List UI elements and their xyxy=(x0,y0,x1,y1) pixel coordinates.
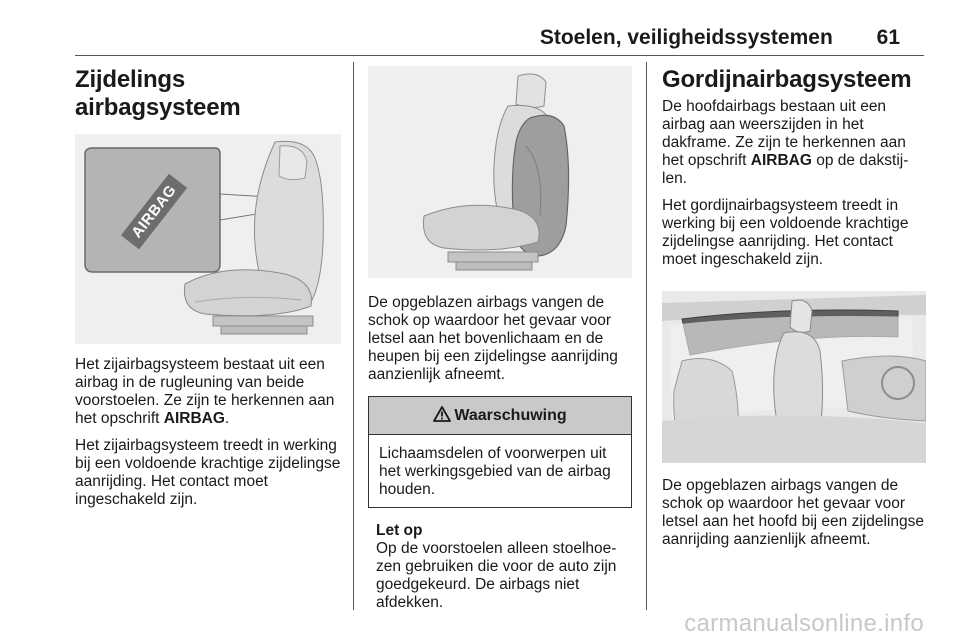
warning-box xyxy=(368,396,632,508)
note-text: Op de voorstoelen alleen stoelhoezen gebruiken die voor de auto zijn goedgekeurd. De airbags niet afdekken. xyxy=(376,540,617,611)
side-airbag-p1-text: Het zijairbagsysteem bestaat uit een airbag in de rugleuning van beide voorstoelen. Ze zijn te herkennen aan het opschrift xyxy=(75,356,335,427)
curtain-airbag-p1-bold: AIRBAG xyxy=(750,152,812,169)
curtain-airbag-illustration xyxy=(662,291,926,463)
curtain-airbag-paragraph-3: De opgeblazen airbags vangen de schok op waardoor het gevaar voor letsel aan het hoofd bij een zijdelingse aanrijding aanzienlijk afneemt. xyxy=(662,477,924,548)
column-divider-right xyxy=(646,62,647,610)
note-title: Let op xyxy=(376,522,423,539)
note-box xyxy=(368,508,632,612)
curtain-airbag-p1-text: De hoofdairbags bestaan uit een airbag aan weerszijden in het dakframe. Ze zijn te herkennen aan het opschrift xyxy=(662,98,906,169)
deployed-side-airbag-paragraph: De opgeblazen airbags vangen de schok op waardoor het gevaar voor letsel aan het bovenlichaam en de heupen bij een zijdelingse aanrijding aanzienlijk afneemt. xyxy=(368,294,618,383)
page-number: 61 xyxy=(876,26,900,49)
header-rule xyxy=(75,55,924,56)
warning-header xyxy=(369,397,631,435)
header-title xyxy=(540,26,900,50)
side-airbag-p1-end: . xyxy=(224,410,230,427)
warning-triangle-icon xyxy=(433,406,451,422)
side-airbag-paragraph-1 xyxy=(75,356,341,428)
curtain-airbag-p1-end: op de dakstijlen. xyxy=(662,152,909,187)
side-airbag-p1-bold: AIRBAG xyxy=(163,410,225,427)
left-column xyxy=(75,62,341,518)
curtain-airbag-paragraph-1 xyxy=(662,98,928,188)
side-airbag-heading: Zijdelings airbagsysteem xyxy=(75,66,241,121)
warning-title: Waarschuwing xyxy=(454,407,567,424)
right-column xyxy=(662,62,928,558)
side-airbag-paragraph-2: Het zijairbagsysteem treedt in werking bij een voldoende krachtige zijdelingse aanrijding. Het contact moet ingeschakeld zijn. xyxy=(75,437,341,508)
car-interior-curtain-airbag-image xyxy=(662,291,926,463)
warning-body xyxy=(369,435,631,507)
deployed-side-airbag-illustration xyxy=(368,66,632,278)
airbag-label-text: AIRBAG xyxy=(128,181,180,242)
side-airbag-illustration xyxy=(75,134,341,344)
column-divider-left xyxy=(353,62,354,610)
section-title: Stoelen, veiligheidssystemen xyxy=(539,26,833,49)
curtain-airbag-heading: Gordijnairbagsysteem xyxy=(662,66,912,93)
warning-text: Lichaamsdelen of voorwerpen uit het werkingsgebied van de airbag houden. xyxy=(379,445,611,498)
curtain-airbag-paragraph-2: Het gordijnairbagsysteem treedt in werking bij een voldoende krachtige zijdelingse aanrijding. Het contact moet ingeschakeld zijn. xyxy=(662,197,909,268)
middle-column xyxy=(368,62,632,621)
seat-with-airbag-label-image xyxy=(75,134,341,344)
watermark: carmanualsonline.info xyxy=(684,610,924,637)
seat-deployed-airbag-image xyxy=(368,66,632,278)
